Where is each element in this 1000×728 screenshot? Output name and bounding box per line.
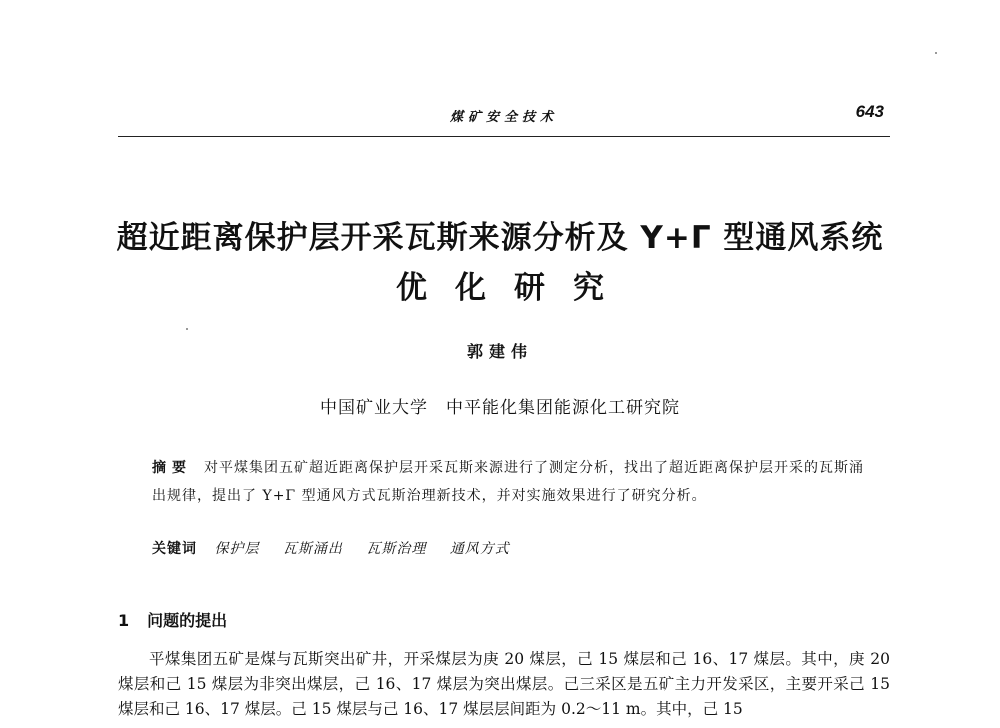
abstract-text: 对平煤集团五矿超近距离保护层开采瓦斯来源进行了测定分析，找出了超近距离保护层开采的瓦斯涌出规律，提出了 Y+Γ 型通风方式瓦斯治理新技术，并对实施效果进行了研究分析。 [152, 460, 864, 504]
keywords [152, 538, 870, 558]
scan-artifact [935, 52, 937, 54]
body-paragraph: 平煤集团五矿是煤与瓦斯突出矿井，开采煤层为庚 20 煤层，己 15 煤层和己 16、17 煤层。其中，庚 20 煤层和己 15 煤层为非突出煤层，己 16、17 煤层为突出煤层。己三采区是五矿主力开发采区，主要开采己 15 煤层和己 16、17 煤层。己 15 煤层与己 16、17 煤层层间距为 0.2～11 m。其中，己 15 [118, 650, 890, 718]
keyword-item: 瓦斯涌出 [282, 541, 343, 557]
title-line-2: 优化研究 [396, 270, 632, 306]
page-number: 643 [855, 102, 884, 121]
affiliation: 中国矿业大学 中平能化集团能源化工研究院 [320, 398, 680, 418]
abstract-label: 摘要 [152, 460, 192, 476]
keyword-item: 通风方式 [449, 541, 510, 557]
section-heading [118, 608, 227, 631]
keyword-item: 瓦斯治理 [366, 541, 427, 557]
running-header [118, 100, 890, 137]
author: 郭建伟 [466, 342, 533, 361]
keyword-item: 保护层 [214, 541, 260, 557]
title-line-1: 超近距离保护层开采瓦斯来源分析及 Y+Γ 型通风系统 [116, 220, 884, 256]
keywords-label: 关键词 [152, 541, 197, 557]
section-title: 问题的提出 [147, 611, 228, 630]
scan-artifact [186, 328, 188, 330]
abstract [152, 454, 870, 510]
journal-name: 煤矿安全技术 [449, 110, 558, 125]
section-number: 1 [118, 611, 130, 630]
